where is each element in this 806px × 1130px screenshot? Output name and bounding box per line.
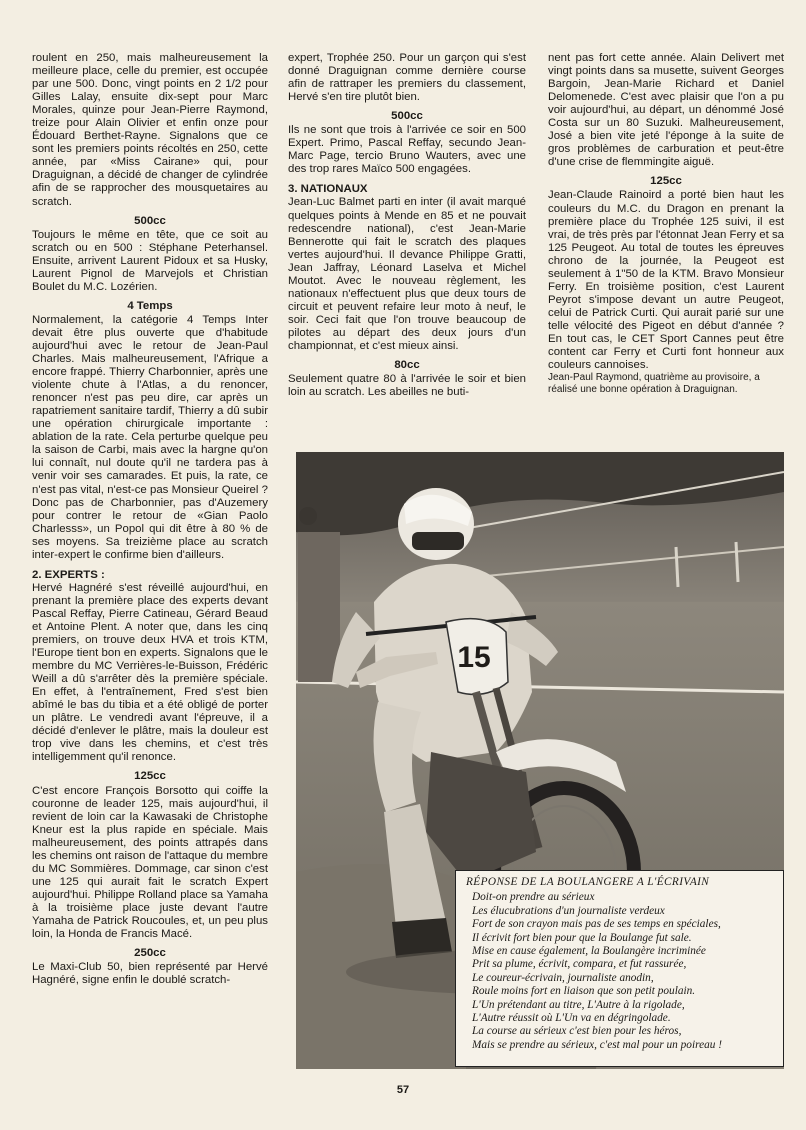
paragraph: Toujours le même en tête, que ce soit au scratch ou en 500 : Stéphane Peterhansel. Ensuite, arrivent Laurent Pidoux et sa Husky, Laurent Pignol de Marvejols et Christian Boulet du M.C. Lozérien. <box>32 228 268 293</box>
race-number-plate: 15 <box>457 641 491 674</box>
poem-line: L'Autre réussit où L'Un va en dégringolade. <box>472 1012 671 1025</box>
poem-title: RÉPONSE DE LA BOULANGERE A L'ÉCRIVAIN <box>466 876 710 888</box>
poem-line: Fort de son crayon mais pas de ses temps en spéciales, <box>472 918 721 931</box>
text-column-2 <box>288 52 526 399</box>
section-heading-80cc: 80cc <box>394 359 420 372</box>
paragraph: Le Maxi-Club 50, bien représenté par Hervé Hagnéré, signe enfin le doublé scratch- <box>32 961 268 987</box>
paragraph: C'est encore François Borsotto qui coiffe la couronne de leader 125, mais aujourd'hui, il revient de loin car la Kawasaki de Christophe Kneur est la plus rapide en spéciale. Mais malheureusement, des points attrapés dans les chemins ont raison de l'attaque du membre du MC Sommières. Dommage, car sinon c'est une 125 qui aurait fait le scratch Expert aujourd'hui. Philippe Rolland place sa Yamaha à la troisième place juste devant l'autre Yamaha de Patrick Roucoules, et, un peu plus loin, la Honda de Francis Macé. <box>32 784 268 941</box>
section-heading-500cc-expert: 500cc <box>391 110 423 123</box>
poem-line: Mise en cause également, la Boulangère incriminée <box>472 945 706 958</box>
poem-line: Prit sa plume, écrivit, compara, et fut rassurée, <box>472 958 687 971</box>
paragraph: Hervé Hagnéré s'est réveillé aujourd'hui, en prenant la première place des experts devant Pascal Reffay, Pierre Catineau, Gérard Beaud et Antoine Plent. A noter que, dans les cinq premiers, on trouve deux HVA et trois KTM, l'Europe tient bon en experts. Signalons que le membre du MC Verrières-le-Buisson, Frédéric Weill a dû s'arrêter dès la première spéciale. En effet, à l'entraînement, Fred s'est bien abîmé le bas du tibia et a été obligé de porter un plâtre. Le vendredi avant l'épreuve, il a décidé d'enlever le plâtre, mais la douleur est trop vive dans les chemins, et c'est très intelligemment qu'il renonce. <box>32 581 268 764</box>
poem-box <box>455 870 784 1067</box>
paragraph: roulent en 250, mais malheureusement la meilleure place, celle du premier, est occupée par une 500. Donc, vingt points en 2 1/2 pour Gilles Lalay, ensuite dix-sept pour Marc Morales, quinze pour Jean-Pierre Raymond, treize pour Alain Olivier et enfin onze pour Édouard Berthet-Rayne. Signalons que ce sont les premiers points récoltés en 250, cette année, par «Miss Cairane» qui, pour Draguignan, a décidé de changer de cylindrée afin de se rapprocher des mousquetaires au scratch. <box>32 52 268 208</box>
paragraph: expert, Trophée 250. Pour un garçon qui s'est donné Draguignan comme dernière course afin de rattraper les premiers du classement, Hervé s'en tire plutôt bien. <box>288 52 526 104</box>
poem-line: Les élucubrations d'un journaliste verdeux <box>472 904 665 917</box>
section-heading-nationaux: 3. NATIONAUX <box>288 183 368 196</box>
poem-line: Roule moins fort en liaison que son petit poulain. <box>472 985 696 998</box>
paragraph: Ils ne sont que trois à l'arrivée ce soir en 500 Expert. Primo, Pascal Reffay, secundo Jean-Marc Page, tercio Bruno Wauters, avec une des trop rares Maïco 500 engagées. <box>288 124 526 176</box>
section-heading-125cc-trophee: 125cc <box>650 175 682 188</box>
section-heading-125cc: 125cc <box>134 770 166 783</box>
section-heading-4-temps: 4 Temps <box>127 299 173 312</box>
poem-line: Doit-on prendre au sérieux <box>472 891 595 904</box>
paragraph: nent pas fort cette année. Alain Delivert met vingt points dans sa musette, suivent Georges Bargoin, Jean-Marie Richard et Daniel Delomenede. C'est avec plaisir que l'on a pu voir aujourd'hui, au départ, un dénommé José Costa sur un 80 Suzuki. Malheureusement, José a bien vite jeté l'éponge à la suite de gros problèmes de carburation et peut-être d'une crise de flemmingite aiguë. <box>548 52 784 169</box>
paragraph: Normalement, la catégorie 4 Temps Inter devait être plus ouverte que d'habitude aujourd'hui avec le retour de Jean-Paul Charles. Mais malheureusement, l'Afrique a encore frappé. Thierry Charbonnier, après une violente chute à l'Atlas, a du renoncer, renoncer n'est pas peu dire, car après un rapatriement sanitaire tardif, Thierry a dû subir une opération chirurgicale importante : ablation de la rate. Cela perturbe quelque peu la saison de Carbi, mais avec la hargne qu'on lui connaît, nul doute qu'il ne tardera pas à venir voir ses camarades. Et puis, la rate, ce n'est pas vital, n'est-ce pas Monsieur Queirel ? Donc pas de Charbonnier, pas d'Auzemery pour contrer le retour de «Gian Paolo Charlesss», un Popol qui dit être à 80 % de ses moyens. Sa treizième place au scratch inter-expert le confirme bien d'ailleurs. <box>32 313 268 561</box>
paragraph: Seulement quatre 80 à l'arrivée le soir et bien loin au scratch. Les abeilles ne buti- <box>288 373 526 399</box>
text-column-3 <box>548 52 784 395</box>
section-heading-500cc: 500cc <box>134 214 166 227</box>
poem-line: La course au sérieux c'est bien pour les héros, <box>472 1025 682 1038</box>
poem-line: Il écrivit fort bien pour que la Boulange fut sale. <box>472 931 692 944</box>
section-heading-experts: 2. EXPERTS : <box>32 568 105 581</box>
paragraph: Jean-Luc Balmet parti en inter (il avait marqué quelques points à Mende en 85 et ne pouvait redescendre national), c'est Jean-Marie Bennerotte qui fait le scratch des plaques vertes aujourd'hui. Il devance Philippe Gratti, Jean Jaffray, Léonard Laselva et Michel Moutot. Avec le nouveau règlement, les nationaux n'effectuent plus que deux tours de circuit et peuvent refaire leur moto à neuf, le soir. Ceci fait que l'on trouve beaucoup de pilotes au départ des deux jours d'un championnat, et c'est mieux ainsi. <box>288 196 526 352</box>
text-column-1 <box>32 52 268 987</box>
page-number: 57 <box>396 1084 410 1096</box>
paragraph: Jean-Claude Rainoird a porté bien haut les couleurs du M.C. du Dragon en prenant la première place du Trophée 125 suivi, il est vrai, de très près par l'étonnat Jean Ferry et sa 125 Peugeot. Au total de toutes les épreuves chrono de la journée, la Peugeot est seulement à 1"50 de la KTM. Bravo Monsieur Ferry. En troisième position, c'est Laurent Peyrot s'impose devant un autre Peugeot, celui de Patrick Curti. Qui aurait parié sur une telle vélocité des Pigeot en début d'année ? En tout cas, le CET Sport Cannes peut être content car Ferry et Curti font honneur aux couleurs cannoises. <box>548 189 784 372</box>
photo-caption: Jean-Paul Raymond, quatrième au provisoire, a réalisé une bonne opération à Draguignan. <box>548 372 760 395</box>
poem-line: Le coureur-écrivain, journaliste anodin, <box>472 971 654 984</box>
section-heading-250cc: 250cc <box>134 947 166 960</box>
poem-line: L'Un prétendant au titre, L'Autre à la rigolade, <box>472 998 685 1011</box>
poem-line: Mais se prendre au sérieux, c'est mal pour un poireau ! <box>472 1038 722 1051</box>
